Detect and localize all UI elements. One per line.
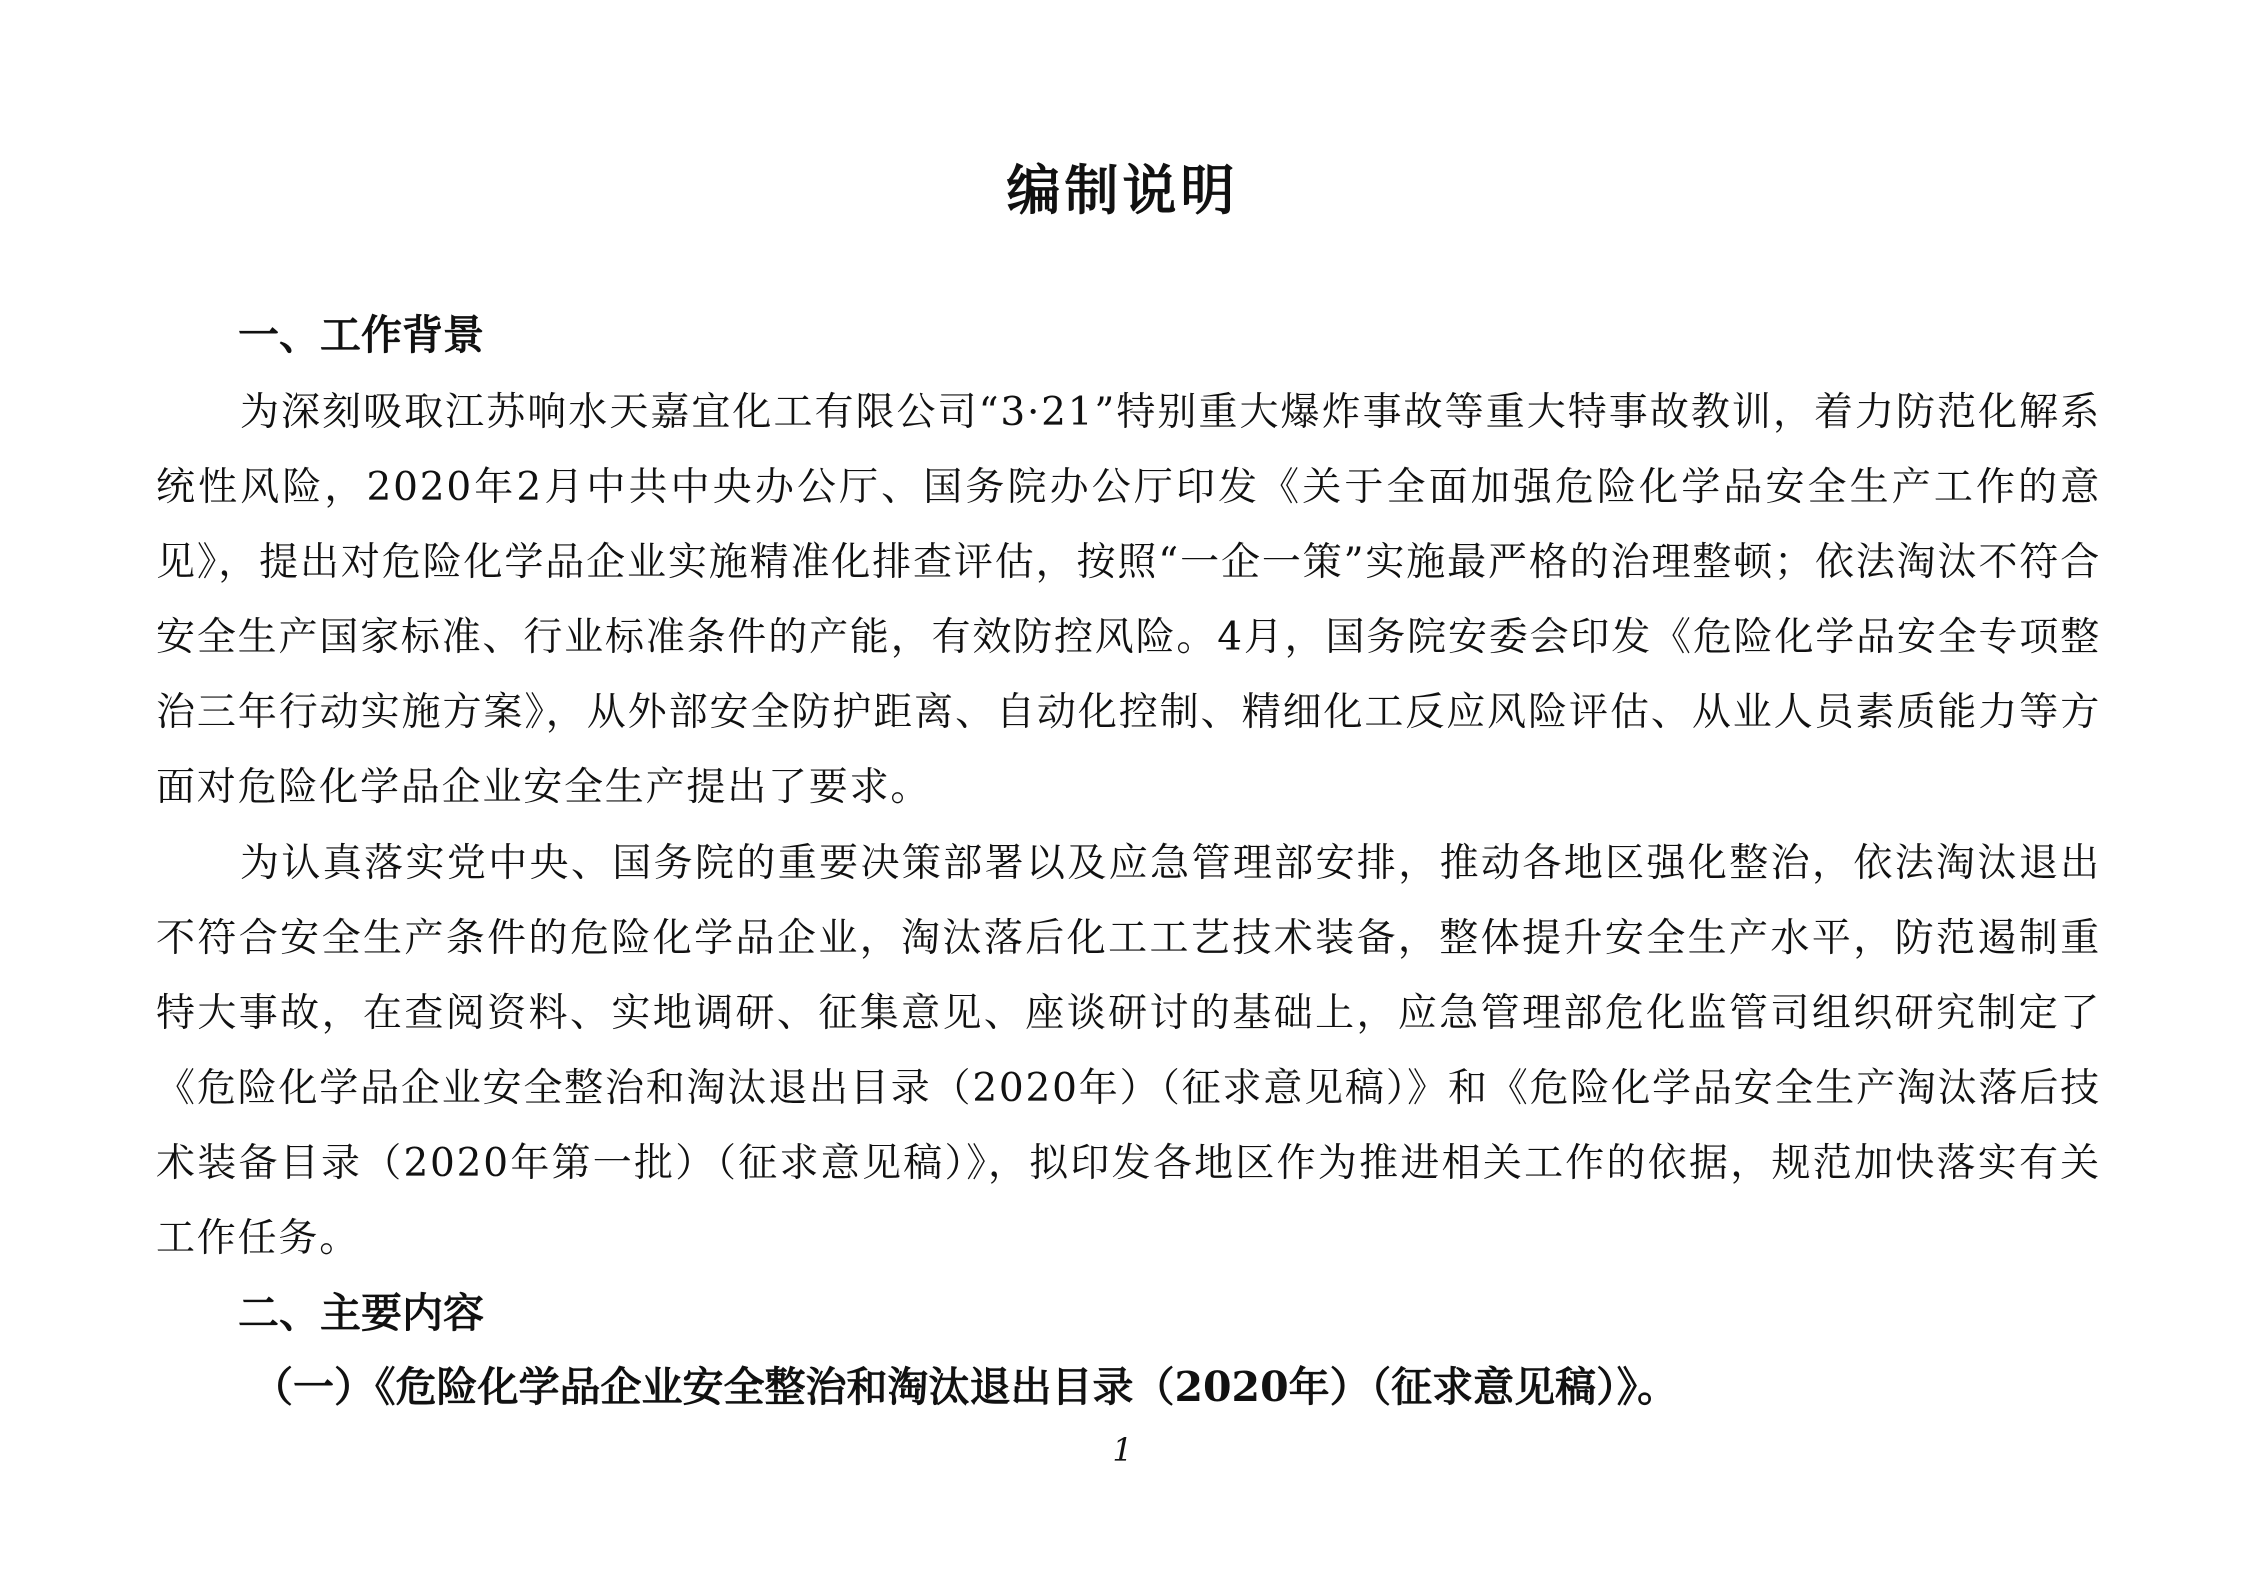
paragraph-background-2: 为认真落实党中央、国务院的重要决策部署以及应急管理部安排，推动各地区强化整治，依法淘汰退出不符合安全生产条件的危险化学品企业，淘汰落后化工工艺技术装备，整体提升安全生产水平，防范遏制重特大事故，在查阅资料、实地调研、征集意见、座谈研讨的基础上，应急管理部危化监管司组织研究制定了《危险化学品企业安全整治和淘汰退出目录（2020年）（征求意见稿）》和《危险化学品安全生产淘汰落后技术装备目录（2020年第一批）（征求意见稿）》，拟印发各地区作为推进相关工作的依据，规范加快落实有关工作任务。 (156, 841, 2101, 1261)
document-title: 编制说明 (1006, 158, 1239, 222)
page-number: 1 (1112, 1431, 1133, 1469)
subsection-heading-catalog: （一）《危险化学品企业安全整治和淘汰退出目录（2020年）（征求意见稿）》。 (252, 1363, 1679, 1411)
section-heading-background: 一、工作背景 (238, 311, 484, 359)
paragraph-background-1: 为深刻吸取江苏响水天嘉宜化工有限公司“3·21”特别重大爆炸事故等重大特事故教训，着力防范化解系统性风险，2020年2月中共中央办公厅、国务院办公厅印发《关于全面加强危险化学品安全生产工作的意见》，提出对危险化学品企业实施精准化排查评估，按照“一企一策”实施最严格的治理整顿；依法淘汰不符合安全生产国家标准、行业标准条件的产能，有效防控风险。4月，国务院安委会印发《危险化学品安全专项整治三年行动实施方案》，从外部安全防护距离、自动化控制、精细化工反应风险评估、从业人员素质能力等方面对危险化学品企业安全生产提出了要求。 (156, 390, 2101, 810)
section-heading-main-content: 二、主要内容 (238, 1289, 484, 1337)
